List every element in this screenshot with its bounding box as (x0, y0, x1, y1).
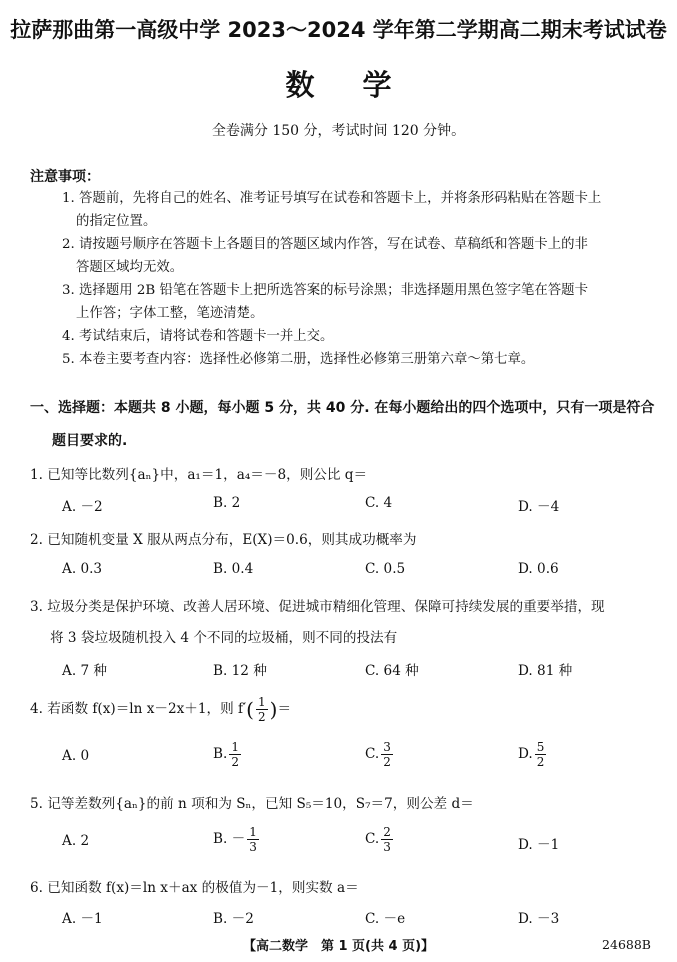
notes-title: 注意事项： (30, 169, 100, 185)
q1-option-b: B. 2 (213, 495, 241, 511)
note-line: 4. 考试结束后，请将试卷和答题卡一并上交。 (62, 329, 334, 344)
note-line: 1. 答题前，先将自己的姓名、准考证号填写在试卷和答题卡上，并将条形码粘贴在答题卡上 (62, 191, 602, 206)
note-line: 的指定位置。 (76, 214, 157, 229)
q2-option-a: A. 0.3 (62, 561, 103, 577)
q5-option-a: A. 2 (62, 833, 90, 849)
section-heading: 一、选择题：本题共 8 小题，每小题 5 分，共 40 分. 在每小题给出的四个选项中，只有一项是符合 (30, 400, 655, 416)
exam-title: 拉萨那曲第一高级中学 2023～2024 学年第二学期高二期末考试试卷 (10, 18, 667, 42)
q4-option-b: B. $\frac{1}{2}$ (213, 740, 239, 769)
question-1-stem: 1. 已知等比数列{aₙ}中，a₁＝1，a₄＝－8，则公比 q＝ (30, 467, 368, 483)
question-2-stem: 2. 已知随机变量 X 服从两点分布，E(X)＝0.6，则其成功概率为 (30, 532, 417, 548)
q4-stem-fraction: $\frac{1}{2}$ (257, 695, 266, 724)
section-heading-cont: 题目要求的. (52, 433, 128, 449)
exam-info: 全卷满分 150 分，考试时间 120 分钟。 (211, 123, 466, 139)
subject-heading (0, 63, 677, 104)
note-line: 3. 选择题用 2B 铅笔在答题卡上把所选答案的标号涂黑；非选择题用黑色签字笔在答题卡 (62, 283, 588, 298)
q3-option-b: B. 12 种 (213, 663, 267, 679)
q2-option-b: B. 0.4 (213, 561, 254, 577)
q1-option-d: D. －4 (518, 499, 560, 515)
question-3-stem: 3. 垃圾分类是保护环境、改善人居环境、促进城市精细化管理、保障可持续发展的重要举措，现 (30, 599, 605, 615)
paper-code: 24688B (602, 937, 651, 952)
q6-option-d: D. －3 (518, 911, 560, 927)
subject-char: 数 (285, 68, 315, 102)
q6-option-b: B. －2 (213, 911, 254, 927)
q5-option-c: C. $\frac{2}{3}$ (365, 825, 391, 854)
question-3-stem-cont: 将 3 袋垃圾随机投入 4 个不同的垃圾桶，则不同的投法有 (50, 630, 398, 646)
q2-option-d: D. 0.6 (518, 561, 559, 577)
note-line: 2. 请按题号顺序在答题卡上各题目的答题区域内作答，写在试卷、草稿纸和答题卡上的非 (62, 237, 588, 252)
q4-option-a: A. 0 (62, 748, 90, 764)
note-line: 上作答；字体工整，笔迹清楚。 (76, 306, 264, 321)
q4-stem-prefix: 4. 若函数 f(x)＝ln x－2x＋1，则 f′ (30, 701, 247, 717)
note-line: 答题区域均无效。 (76, 260, 184, 275)
q6-option-a: A. －1 (62, 911, 103, 927)
q1-option-c: C. 4 (365, 495, 393, 511)
q3-option-d: D. 81 种 (518, 663, 573, 679)
q3-option-c: C. 64 种 (365, 663, 419, 679)
q4-option-c: C. $\frac{3}{2}$ (365, 740, 391, 769)
q6-option-c: C. －e (365, 911, 406, 927)
q4-option-d: D. $\frac{5}{2}$ (518, 740, 545, 769)
q2-option-c: C. 0.5 (365, 561, 406, 577)
question-5-stem: 5. 记等差数列{aₙ}的前 n 项和为 Sₙ，已知 S₅＝10，S₇＝7，则公差 d＝ (30, 796, 474, 812)
q1-option-a: A. －2 (62, 499, 103, 515)
subject-char: 学 (362, 68, 392, 102)
q4-stem-suffix: ＝ (277, 701, 292, 717)
q3-option-a: A. 7 种 (62, 663, 108, 679)
page-footer: 【高二数学 第 1 页(共 4 页)】 (242, 939, 435, 954)
q5-option-d: D. －1 (518, 837, 560, 853)
note-line: 5. 本卷主要考查内容：选择性必修第二册，选择性必修第三册第六章～第七章。 (62, 352, 535, 367)
q5-option-b: B. － $\frac{1}{3}$ (213, 825, 257, 854)
question-6-stem: 6. 已知函数 f(x)＝ln x＋ax 的极值为－1，则实数 a＝ (30, 880, 359, 896)
question-4-stem: 4. 若函数 f(x)＝ln x－2x＋1，则 f′( $\frac{1}{2}$ )＝ (30, 695, 292, 724)
